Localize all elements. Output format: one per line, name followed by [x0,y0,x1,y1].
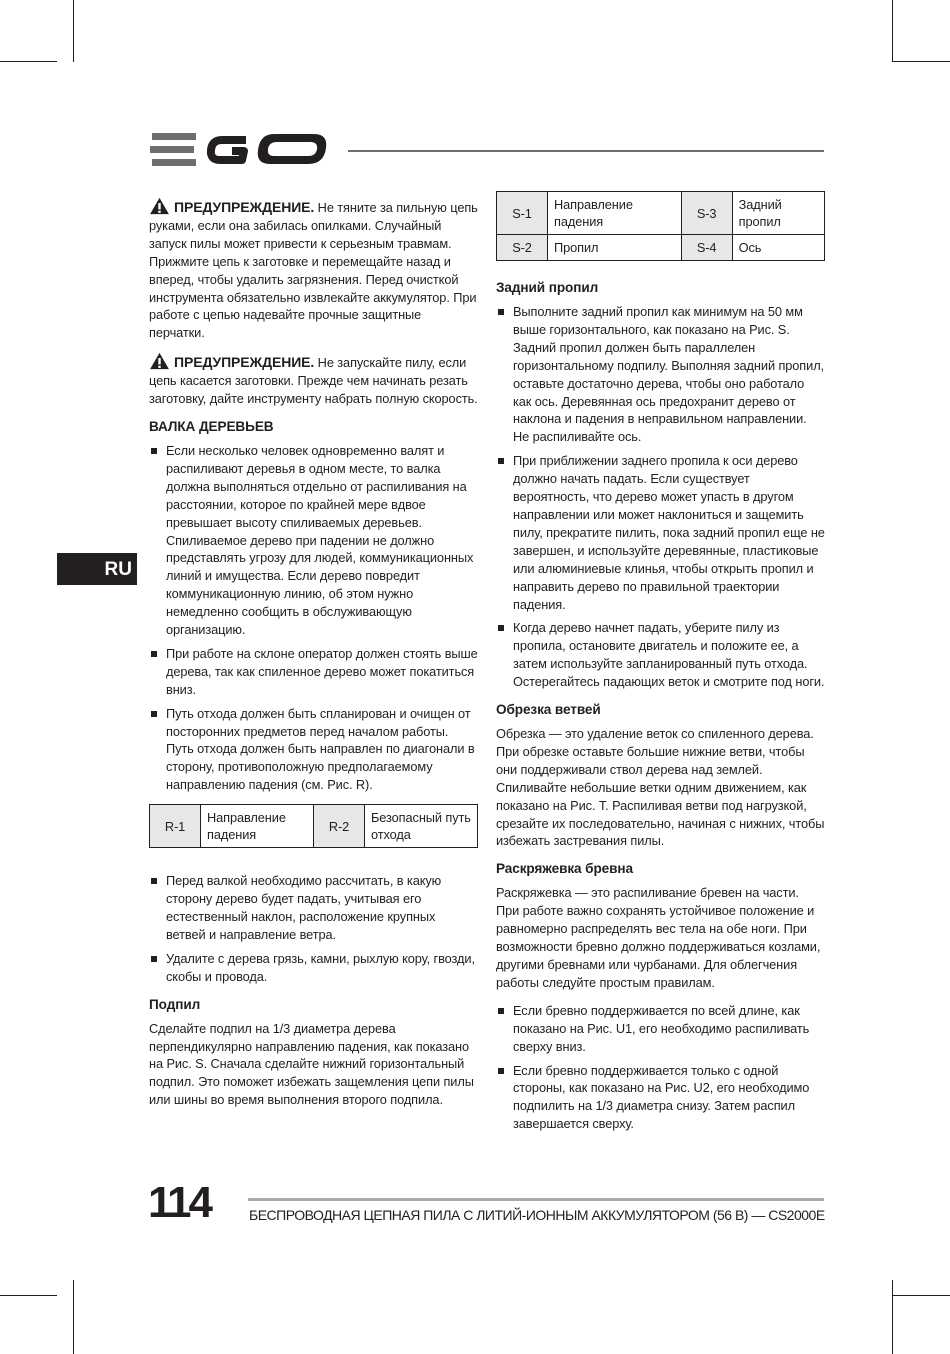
legend-table-r [149,804,478,848]
notch-paragraph: Сделайте подпил на 1/3 диаметра дерева перпендикулярно направлению падения, как показано на Рис. S. Сначала сделайте нижний горизонтальный подпил. Это поможет избежать защемления цепи пилы или шины во время выполнения второго подпила. [149,1020,474,1108]
crop-mark [0,61,57,62]
bullet-icon [151,956,157,962]
ego-logo [150,130,330,170]
crop-mark [892,1280,893,1354]
crop-mark [893,61,950,62]
backcut-list [496,303,825,691]
page-number: 114 [148,1178,210,1227]
warning-title: ПРЕДУПРЕЖДЕНИЕ. [174,199,315,215]
warning-icon [149,352,170,370]
bullet-icon [498,458,504,464]
list-item-text: Путь отхода должен быть спланирован и очищен от посторонних предметов перед началом работы. Путь отхода должен быть направлен по диагонали в сторону, противоположную предполагаемому направлению падения (см. Рис. R). [166,705,475,793]
list-item-text: При приближении заднего пропила к оси дерево должно начать падать. Если существует вероятность, что дерево может упасть в другом направлении или может наклониться и защемить пилу, прекратите пилить, пока задний пропил еще не завершен, и используйте деревянные, пластиковые или алюминиевые клинья, чтобы открыть пропил и направить дерево по правильной траектории падения. [513,453,825,612]
section-heading-notch: Подпил [149,996,201,1012]
list-item-text: Выполните задний пропил как минимум на 50 мм выше горизонтального, как показано на Рис. S. Задний пропил должен быть параллелен горизонтальному подпилу. Выполняя задний пропил, оставьте достаточно дерева, чтобы оно работало как ось. Деревянная ось предохранит дерево от наклона и падения в неправильном направлении. Не распиливайте ось. [513,304,825,445]
bullet-icon [498,625,504,631]
table-key: S-3 [681,192,732,235]
list-item-text: При работе на склоне оператор должен стоять выше дерева, так как спиленное дерево может покатиться вниз. [166,645,478,697]
warning-text: Не запускайте пилу, если цепь касается заготовки. Прежде чем начинать резать заготовку, дайте инструменту набрать полную скорость. [149,355,478,407]
list-item [496,1062,825,1134]
list-item-text: Перед валкой необходимо рассчитать, в какую сторону дерево будет падать, учитывая его естественный наклон, расположение крупных ветвей и направление ветра. [166,873,442,942]
table-value: Задний пропил [732,192,824,235]
felling-list-continued [149,872,478,985]
table-key: S-1 [497,192,548,235]
list-item [149,705,478,795]
list-item [149,872,478,944]
bullet-icon [151,651,157,657]
table-key: R-2 [314,805,365,848]
language-tab: RU [57,553,137,585]
bullet-icon [151,448,157,454]
list-item [149,645,478,699]
crop-mark [893,1295,950,1296]
table-row [150,805,478,848]
crop-mark [73,1280,74,1354]
warning-text: Не тяните за пильную цепь руками, если она забилась опилками. Случайный запуск пилы может привести к серьезным травмам. Прижмите цепь к заготовке и перемещайте назад и вперед, чтобы удалить загрязнения. Перед очисткой инструмента обязательно извлекайте аккумулятор. При работе с цепью надевайте прочные защитные перчатки. [149,200,478,341]
table-value: Безопасный путь отхода [365,805,478,848]
table-key: R-1 [150,805,201,848]
list-item-text: Если бревно поддерживается только с одной стороны, как показано на Рис. U2, его необходимо подпилить на 1/3 диаметра снизу. Затем распил завершается сверху. [513,1062,810,1132]
warning-icon [149,197,170,215]
list-item [149,442,478,639]
table-value: Пропил [548,235,682,261]
table-value: Направление падения [201,805,314,848]
list-item [149,950,478,986]
list-item [496,303,825,446]
header-rule [348,150,824,152]
section-heading-bucking: Раскряжевка бревна [496,861,633,877]
crop-mark [892,0,893,62]
bucking-paragraph: Раскряжевка — это распиливание бревен на части. При работе важно сохранять устойчивое положение и равномерно распределять вес тела на обе ноги. При возможности бревно должно поддерживаться козлами, другими бревнами или чурбанами. Для облегчения работы следуйте простым правилам. [496,885,821,990]
footer-rule [248,1198,824,1201]
legend-table-s [496,191,825,261]
bullet-icon [151,711,157,717]
left-column [149,197,478,1119]
table-row [497,235,825,261]
section-heading-backcut: Задний пропил [496,280,599,295]
felling-list [149,442,478,794]
list-item-text: Если бревно поддерживается по всей длине, как показано на Рис. U1, его необходимо распиливать сверху вниз. [513,1002,810,1054]
table-key: S-2 [497,235,548,261]
bullet-icon [498,1008,504,1014]
table-value: Направление падения [548,192,682,235]
bullet-icon [498,309,504,315]
right-column [496,191,825,1143]
footer-title: БЕСПРОВОДНАЯ ЦЕПНАЯ ПИЛА С ЛИТИЙ-ИОННЫМ АККУМУЛЯТОРОМ (56 В) — CS2000E [249,1207,825,1223]
warning-paragraph [149,197,478,342]
list-item-text: Когда дерево начнет падать, уберите пилу из пропила, остановите двигатель и положите ее, а затем используйте запланированный путь отхода. Остерегайтесь падающих веток и смотрите под ноги. [513,620,825,690]
table-row [497,192,825,235]
bullet-icon [498,1068,504,1074]
bullet-icon [151,878,157,884]
warning-paragraph [149,352,478,408]
list-item [496,452,825,613]
list-item [496,619,825,691]
section-heading-limbing: Обрезка ветвей [496,702,601,718]
table-value: Ось [732,235,824,261]
crop-mark [73,0,74,62]
list-item-text: Если несколько человек одновременно валят и распиливают деревья в одном месте, то валка должна выполняться отдельно от распиливания на расстоянии, которое по крайней мере вдвое превышает высоту спиливаемых деревьев. Спиливаемое дерево при падении не должно представлять угрозу для людей, коммуникационных линий и имущества. Если дерево повредит коммуникационную линию, об этом нужно немедленно сообщить в обслуживающую организацию. [166,442,474,638]
list-item-text: Удалите с дерева грязь, камни, рыхлую кору, гвозди, скобы и провода. [166,950,475,984]
limbing-paragraph: Обрезка — это удаление веток со спиленного дерева. При обрезке оставьте большие нижние ветви, чтобы они поддерживали ствол дерева над землей. Спиливайте небольшие ветки одним движением, как показано на Рис. T. Распиливая ветви под нагрузкой, срезайте их последовательно, начиная с нижних, чтобы избежать застревания пилы. [496,726,825,849]
crop-mark [0,1295,57,1296]
section-heading-felling: ВАЛКА ДЕРЕВЬЕВ [149,418,274,434]
list-item [496,1002,825,1056]
warning-title: ПРЕДУПРЕЖДЕНИЕ. [174,354,315,371]
bucking-list [496,1002,825,1133]
table-key: S-4 [681,235,732,261]
